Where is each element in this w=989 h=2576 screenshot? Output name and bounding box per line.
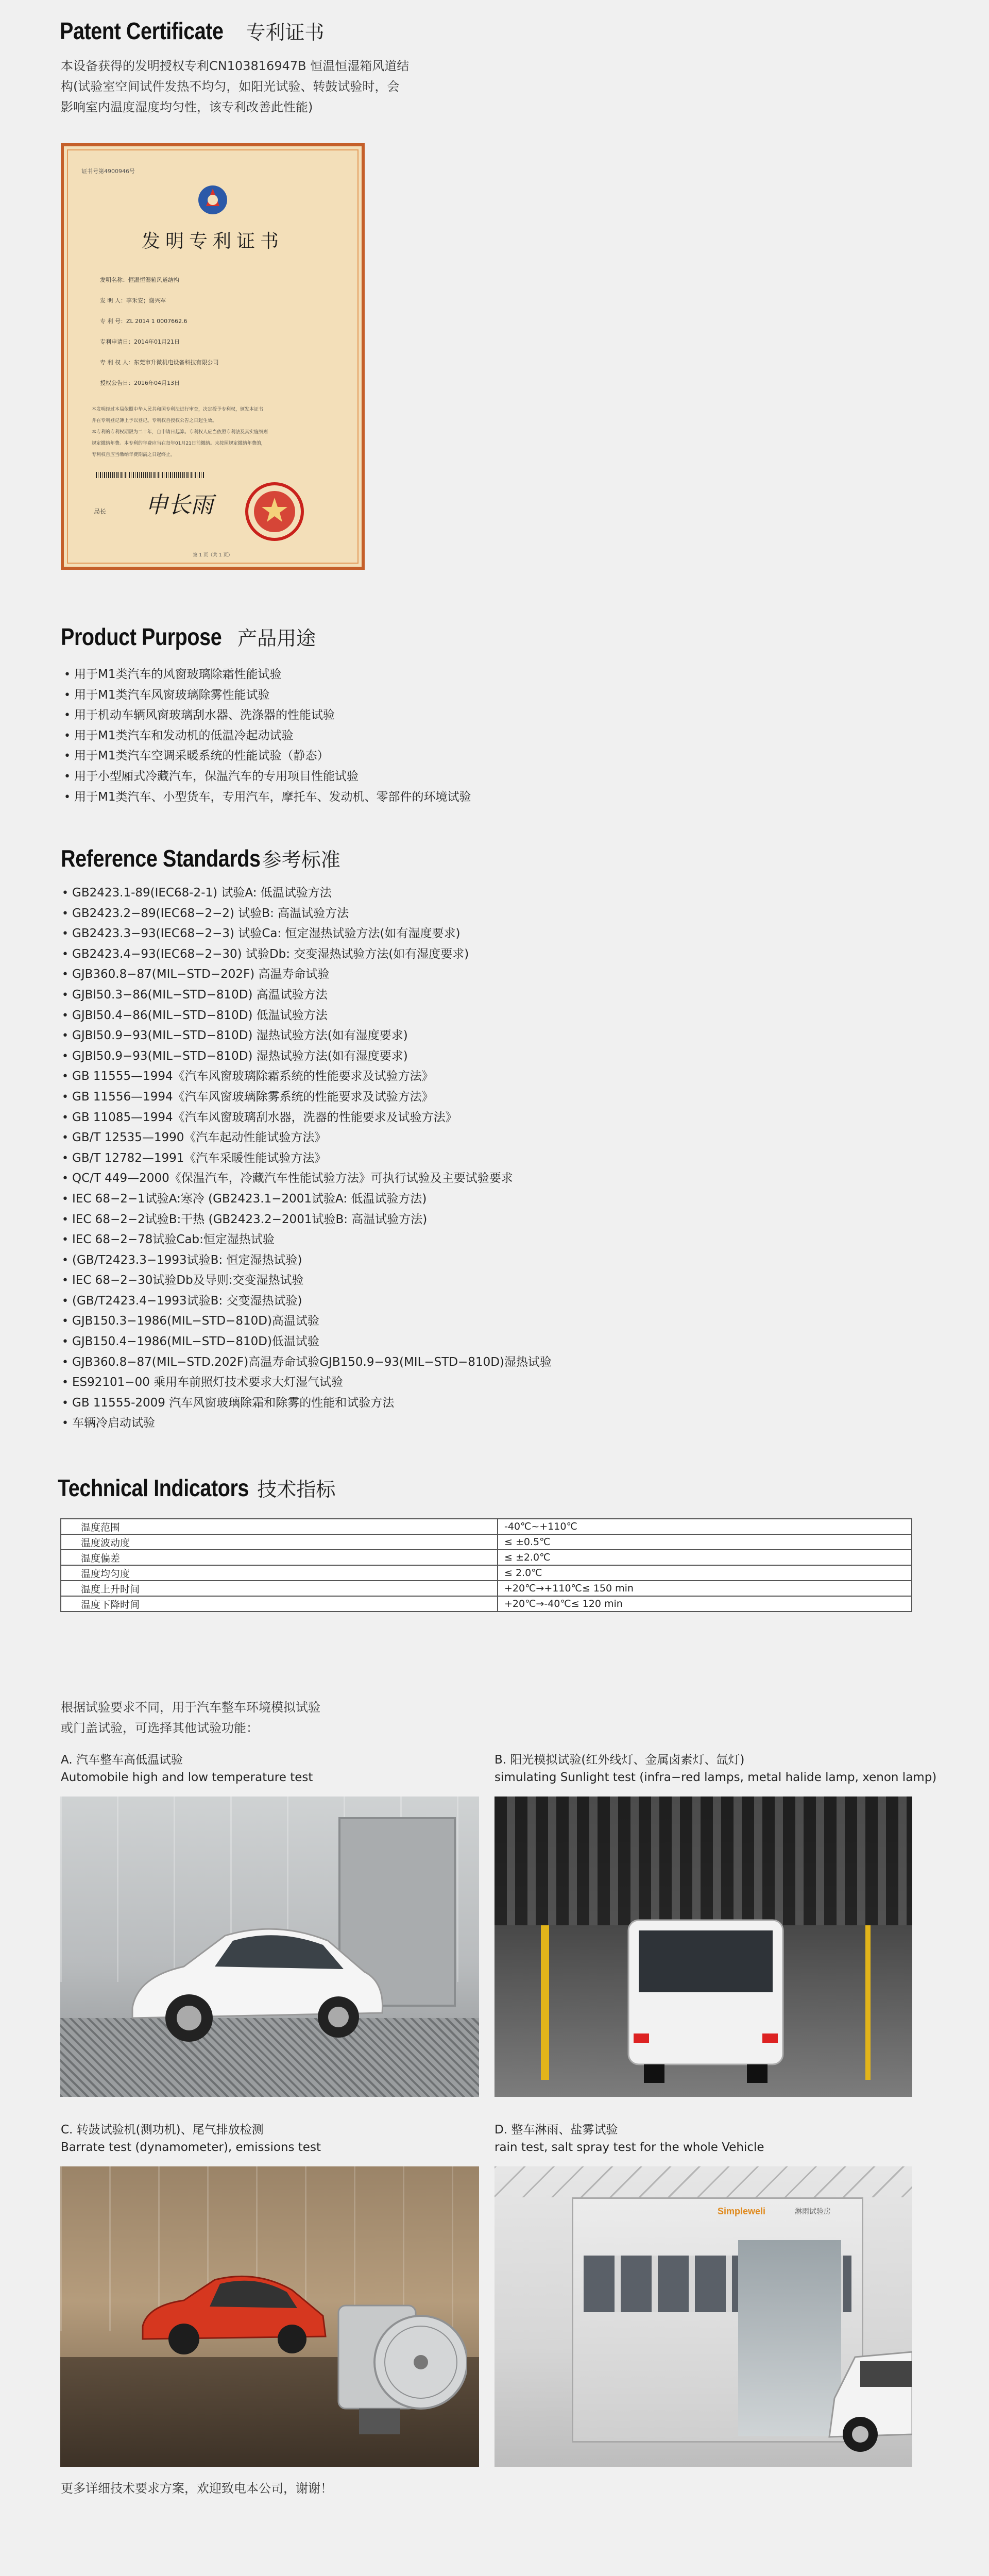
certificate-field: 专 利 号：ZL 2014 1 0007662.6 [100,318,187,325]
table-row [61,1519,912,1534]
factory-roof-trusses [494,2166,912,2197]
standard-item: • GJB360.8−87(MIL−STD.202F)高温寿命试验GJB150.9−93(MIL−STD−810D)湿热试验 [62,1352,552,1373]
booth-brand: Simpleweli [718,2206,766,2216]
standard-item: • GJBl50.3−86(MIL−STD−810D) 高温试验方法 [62,985,552,1006]
tests-intro-line: 根据试验要求不同，用于汽车整车环境模拟试验 [61,1700,320,1715]
certificate-body-line: 本专利的专利权期限为二十年，自申请日起算。专利权人应当依照专利法及其实施细则 [92,430,268,435]
certificate-body-line: 本发明经过本局依照中华人民共和国专利法进行审查，决定授予专利权，颁发本证书 [92,407,264,412]
indicator-value: ≤ ±0.5℃ [498,1534,912,1550]
red-car-icon [138,2259,333,2362]
test-b-caption [494,1751,936,1786]
certificate-field: 授权公告日：2016年04月13日 [100,380,180,386]
standard-item: • (GB/T2423.3−1993试验B: 恒定湿热试验) [62,1250,552,1271]
certificate-body-line: 专利权自应当缴纳年费期满之日起终止。 [92,452,176,457]
indicator-value: +20℃→-40℃≤ 120 min [498,1596,912,1612]
standard-item: • GB/T 12535—1990《汽车起动性能试验方法》 [62,1128,552,1148]
standards-heading [61,844,340,872]
test-b-title-en: simulating Sunlight test (infra−red lamps, metal halide lamp, xenon lamp) [494,1771,937,1784]
table-row [61,1581,912,1596]
purpose-item: • 用于M1类汽车、小型货车，专用汽车，摩托车、发动机、零部件的环境试验 [64,787,471,808]
patent-description-line: 本设备获得的发明授权专利CN103816947B 恒温恒湿箱风道结 [61,59,410,73]
patent-description-line: 构(试验室空间试件发热不均匀，如阳光试验、转鼓试验时，会 [61,79,400,94]
standard-item: • IEC 68−2−30试验Db及导则:交变湿热试验 [62,1270,552,1291]
test-d-title-en: rain test, salt spray test for the whole Vehicle [494,2141,764,2154]
table-row [61,1565,912,1581]
certificate-signature: 申长雨 [145,492,213,518]
purpose-item: • 用于机动车辆风窗玻璃刮水器、洗涤器的性能试验 [64,705,471,726]
indicators-title-zh: 技术指标 [257,1478,336,1501]
patent-certificate-image [61,143,365,570]
standard-item: • GJB150.3−1986(MIL−STD−810D)高温试验 [62,1311,552,1332]
standard-item: • (GB/T2423.4−1993试验B: 交变湿热试验) [62,1291,552,1312]
standard-item: • ES92101−00 乘用车前照灯技术要求大灯湿气试验 [62,1372,552,1393]
table-row [61,1550,912,1565]
certificate-body [92,404,339,461]
patent-heading [60,16,324,45]
standard-item: • QC/T 449—2000《保温汽车，冷藏汽车性能试验方法》可执行试验及主要试验要求 [62,1168,552,1189]
indicator-name: 温度波动度 [61,1534,498,1550]
indicator-name: 温度下降时间 [61,1596,498,1612]
standard-item: • IEC 68−2−78试验Cab:恒定湿热试验 [62,1230,552,1250]
purpose-list [64,665,471,807]
certificate-field: 发 明 人：李禾安；谢兴军 [100,297,166,304]
official-seal-icon [244,481,305,542]
test-d-photo [494,2166,912,2467]
standard-item: • GJBl50.4−86(MIL−STD−810D) 低温试验方法 [62,1006,552,1026]
standards-title-zh: 参考标准 [262,849,340,871]
patent-emblem-icon [191,179,235,221]
test-d-title-zh: D. 整车淋雨、盐雾试验 [494,2123,618,2137]
standard-item: • GB 11555—1994《汽车风窗玻璃除霜系统的性能要求及试验方法》 [62,1066,552,1087]
certificate-signature-label: 局长 [94,508,107,515]
test-c-title-zh: C. 转鼓试验机(测功机)、尾气排放检测 [61,2123,264,2137]
table-row [61,1534,912,1550]
patent-title-en: Patent Certificate [60,18,224,44]
test-c-photo [60,2166,479,2467]
purpose-item: • 用于M1类汽车风窗玻璃除雾性能试验 [64,685,471,706]
indicator-value: ≤ 2.0℃ [498,1565,912,1581]
indicators-heading [58,1473,335,1502]
indicator-value: ≤ ±2.0℃ [498,1550,912,1565]
purpose-item: • 用于M1类汽车和发动机的低温冷起动试验 [64,726,471,747]
indicator-name: 温度偏差 [61,1550,498,1565]
standard-item: • GB 11085—1994《汽车风窗玻璃刮水器，洗器的性能要求及试验方法》 [62,1108,552,1128]
certificate-fields [100,270,219,394]
standard-item: • GB2423.1-89(IEC68-2-1) 试验A: 低温试验方法 [62,883,552,904]
certificate-number: 证书号第4900946号 [81,168,135,175]
purpose-item: • 用于小型厢式冷藏汽车，保温汽车的专用项目性能试验 [64,767,471,787]
indicator-name: 温度均匀度 [61,1565,498,1581]
certificate-page-footer: 第 1 页（共 1 页） [193,553,233,558]
indicators-title-en: Technical Indicators [58,1475,249,1501]
test-b-title-zh: B. 阳光模拟试验(红外线灯、金属卤素灯、氙灯) [494,1753,745,1767]
standard-item: • GB2423.3−93(IEC68−2−3) 试验Ca: 恒定湿热试验方法(如有湿度要求) [62,924,552,944]
purpose-title-en: Product Purpose [61,623,222,650]
standard-item: • GB2423.4−93(IEC68−2−30) 试验Db: 交变湿热试验方法(如有湿度要求) [62,944,552,965]
standard-item: • GB 11556—1994《汽车风窗玻璃除雾系统的性能要求及试验方法》 [62,1087,552,1108]
standard-item: • IEC 68−2−1试验A:寒冷 (GB2423.1−2001试验A: 低温试验方法) [62,1189,552,1210]
test-a-photo [60,1797,479,2097]
tests-intro-line: 或门盖试验，可选择其他试验功能： [61,1721,259,1735]
standard-item: • GJB150.4−1986(MIL−STD−810D)低温试验 [62,1332,552,1352]
purpose-title-zh: 产品用途 [237,627,316,650]
white-suv-icon [824,2336,912,2455]
certificate-field: 专利申请日：2014年01月21日 [100,338,180,345]
closing-note: 更多详细技术要求方案，欢迎致电本公司，谢谢！ [61,2481,333,2496]
test-a-caption [61,1751,313,1786]
white-sedan-icon [122,1900,390,2054]
certificate-title: 发明专利证书 [141,231,284,252]
standard-item: • GB2423.2−89(IEC68−2−2) 试验B: 高温试验方法 [62,904,552,924]
lamp-array [494,1797,912,1925]
test-a-title-en: Automobile high and low temperature test [61,1771,313,1784]
booth-sign: 淋雨试验房 [795,2208,831,2216]
standard-item: • GJBl50.9−93(MIL−STD−810D) 湿热试验方法(如有湿度要求) [62,1026,552,1046]
indicator-value: +20℃→+110℃≤ 150 min [498,1581,912,1596]
cooling-fan-icon [328,2295,467,2439]
patent-description-line: 影响室内温度湿度均匀性，该专利改善此性能) [61,100,313,114]
certificate-field: 发明名称：恒温恒湿箱风道结构 [100,277,179,283]
test-b-photo [494,1797,912,2097]
purpose-item: • 用于M1类汽车的风窗玻璃除霜性能试验 [64,665,471,685]
tests-intro [61,1697,320,1738]
certificate-body-line: 并在专利登记簿上予以登记。专利权自授权公告之日起生效。 [92,418,217,423]
standards-title-en: Reference Standards [61,845,261,872]
white-bus-icon [623,1915,788,2085]
test-d-caption [494,2121,764,2156]
indicator-value: -40℃~+110℃ [498,1519,912,1534]
indicator-name: 温度上升时间 [61,1581,498,1596]
patent-description [61,56,452,117]
rain-booth [572,2197,863,2443]
indicators-table [60,1518,912,1612]
certificate-body-line: 规定缴纳年费。本专利的年费应当在每年01月21日前缴纳。未按照规定缴纳年费的， [92,441,266,446]
test-a-title-zh: A. 汽车整车高低温试验 [61,1753,183,1767]
certificate-field: 专 利 权 人：东莞市升微机电设备科技有限公司 [100,359,219,366]
standard-item: • IEC 68−2−2试验B:干热 (GB2423.2−2001试验B: 高温试验方法) [62,1210,552,1230]
purpose-item: • 用于M1类汽车空调采暖系统的性能试验（静态） [64,746,471,767]
standards-list [62,883,552,1434]
standard-item: • GB 11555-2009 汽车风窗玻璃除霜和除雾的性能和试验方法 [62,1393,552,1414]
certificate-barcode [96,472,204,478]
indicator-name: 温度范围 [61,1519,498,1534]
test-c-title-en: Barrate test (dynamometer), emissions test [61,2141,321,2154]
patent-title-zh: 专利证书 [246,21,325,44]
standard-item: • GJB360.8−87(MIL−STD−202F) 高温寿命试验 [62,964,552,985]
test-c-caption [61,2121,321,2156]
standard-item: • GB/T 12782—1991《汽车采暖性能试验方法》 [62,1148,552,1169]
table-row [61,1596,912,1612]
standard-item: • GJBl50.9−93(MIL−STD−810D) 湿热试验方法(如有湿度要求) [62,1046,552,1067]
purpose-heading [61,622,316,651]
standard-item: • 车辆冷启动试验 [62,1413,552,1434]
